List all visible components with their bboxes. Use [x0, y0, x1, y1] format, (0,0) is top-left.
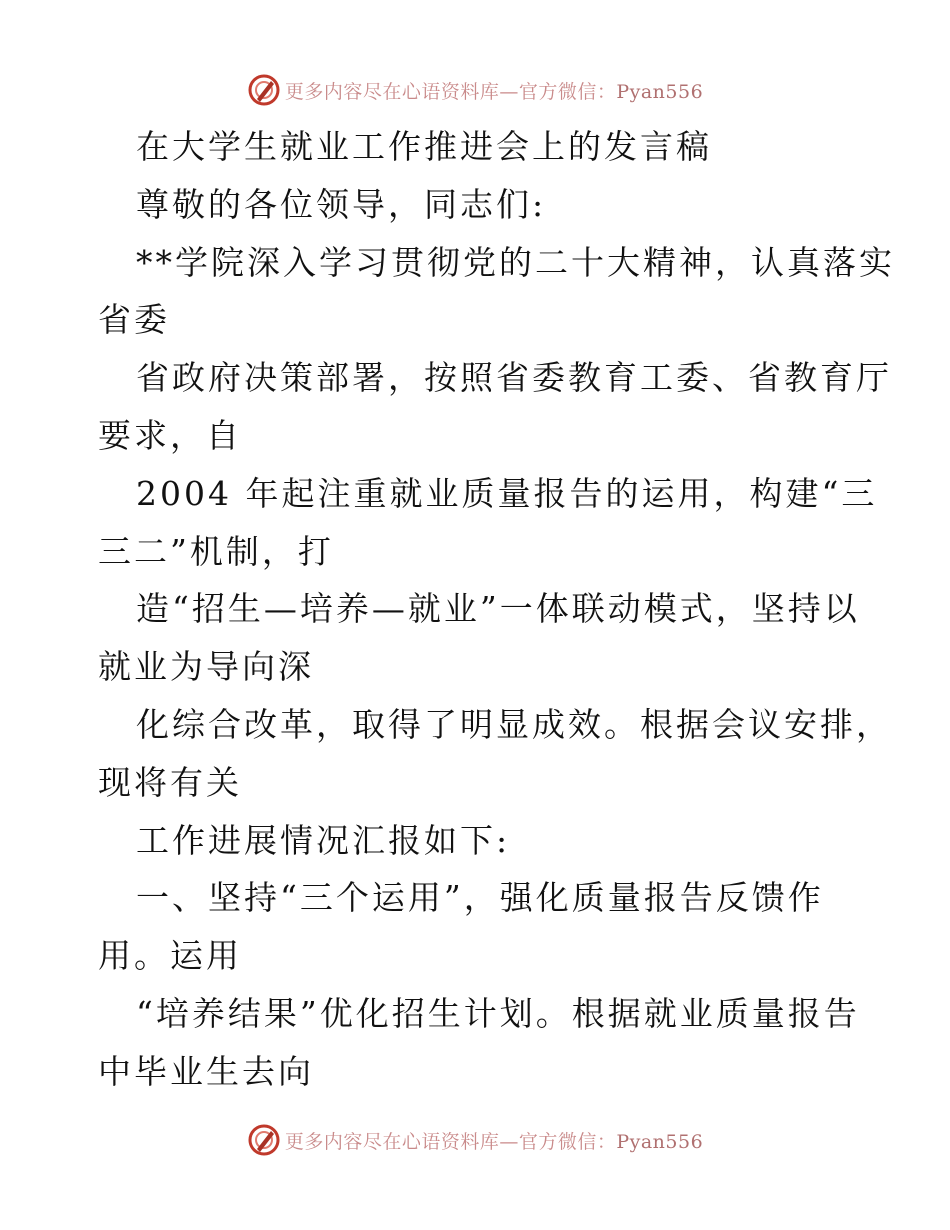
document-line: 中毕业生去向: [98, 1051, 314, 1091]
document-line: 化综合改革，取得了明显成效。根据会议安排，: [136, 704, 892, 744]
document-line: 在大学生就业工作推进会上的发言稿: [136, 127, 712, 166]
document-line: 2004 年起注重就业质量报告的运用，构建“三: [136, 473, 878, 513]
document-line: 就业为导向深: [98, 647, 314, 687]
banner-wechat-id: Pyan556: [616, 1130, 704, 1153]
banner-wechat-id: Pyan556: [616, 80, 704, 103]
banner-text: 更多内容尽在心语资料库—官方微信：Pyan556: [284, 80, 704, 103]
footer-watermark-banner: [0, 1120, 950, 1160]
document-line: 现将有关: [98, 762, 242, 802]
document-line: 造“招生—培养—就业”一体联动模式，坚持以: [136, 589, 860, 629]
document-line: **学院深入学习贯彻党的二十大精神，认真落实: [136, 242, 895, 282]
document-line: “培养结果”优化招生计划。根据就业质量报告: [136, 993, 860, 1033]
document-line: 省委: [98, 300, 170, 340]
brand-logo-icon: [247, 73, 281, 107]
document-body: [98, 118, 895, 1101]
document-line: 尊敬的各位领导，同志们:: [136, 184, 547, 224]
brand-logo-icon: [247, 1123, 281, 1157]
document-line: 省政府决策部署，按照省委教育工委、省教育厅: [136, 358, 892, 398]
document-line: 用。运用: [98, 936, 242, 976]
document-line: 要求，自: [98, 415, 242, 455]
document-line: 一、坚持“三个运用”，强化质量报告反馈作: [136, 878, 824, 918]
document-line: 三二”机制，打: [98, 531, 334, 571]
header-watermark-banner: [0, 70, 950, 110]
banner-text: 更多内容尽在心语资料库—官方微信：Pyan556: [284, 1130, 704, 1153]
document-line: 工作进展情况汇报如下:: [136, 820, 511, 860]
